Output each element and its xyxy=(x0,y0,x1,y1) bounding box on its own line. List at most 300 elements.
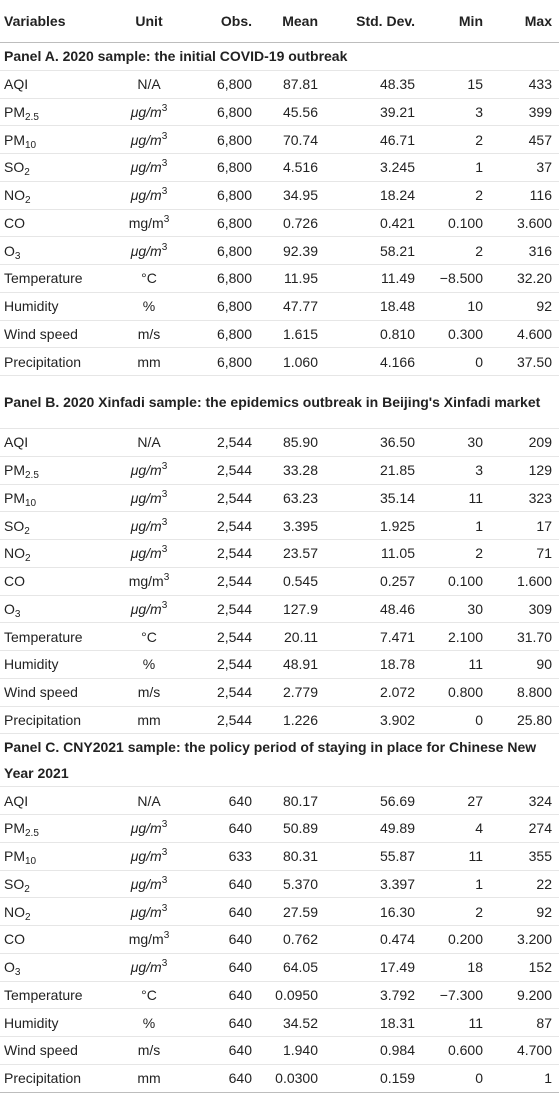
variable-name: Precipitation xyxy=(4,711,82,728)
variable-name: AQI xyxy=(4,434,29,451)
variable-cell xyxy=(0,209,104,237)
unit-text: μg/m xyxy=(130,959,162,976)
max-cell: 1 xyxy=(490,1064,559,1092)
mean-cell: 1.226 xyxy=(256,706,325,734)
table-row xyxy=(0,70,559,98)
std-dev-cell: 3.902 xyxy=(325,706,422,734)
min-cell: 0.800 xyxy=(422,678,490,706)
variable-cell xyxy=(0,1064,104,1092)
unit-text: mm xyxy=(137,1070,161,1087)
unit-text: % xyxy=(142,656,156,673)
unit-cell xyxy=(104,292,194,320)
std-dev-cell: 18.48 xyxy=(325,292,422,320)
unit-cell xyxy=(104,595,194,623)
variable-name: AQI xyxy=(4,792,29,809)
variable-cell xyxy=(0,926,104,954)
max-cell: 152 xyxy=(490,953,559,981)
variable-cell xyxy=(0,154,104,182)
unit-text: μg/m xyxy=(130,875,162,892)
min-cell: 11 xyxy=(422,651,490,679)
variable-cell xyxy=(0,953,104,981)
std-dev-cell: 46.71 xyxy=(325,126,422,154)
variable-subscript: 2 xyxy=(25,553,31,565)
std-dev-cell: 49.89 xyxy=(325,815,422,843)
mean-cell: 80.31 xyxy=(256,842,325,870)
table-row xyxy=(0,953,559,981)
std-dev-cell: 3.792 xyxy=(325,981,422,1009)
table-row xyxy=(0,320,559,348)
unit-cell xyxy=(104,265,194,293)
obs-cell: 6,800 xyxy=(194,348,256,376)
table-row xyxy=(0,456,559,484)
min-cell: 1 xyxy=(422,512,490,540)
variable-cell xyxy=(0,456,104,484)
variable-cell xyxy=(0,126,104,154)
unit-text: mm xyxy=(137,711,161,728)
min-cell: 0.100 xyxy=(422,209,490,237)
header-mean: Mean xyxy=(256,0,325,43)
std-dev-cell: 0.810 xyxy=(325,320,422,348)
mean-cell: 1.940 xyxy=(256,1037,325,1065)
min-cell: 30 xyxy=(422,595,490,623)
table-row xyxy=(0,348,559,376)
unit-cell xyxy=(104,209,194,237)
obs-cell: 640 xyxy=(194,870,256,898)
min-cell: 2 xyxy=(422,181,490,209)
mean-cell: 92.39 xyxy=(256,237,325,265)
unit-text: μg/m xyxy=(130,489,162,506)
table-row xyxy=(0,870,559,898)
variable-cell xyxy=(0,1009,104,1037)
variable-cell xyxy=(0,898,104,926)
obs-cell: 640 xyxy=(194,981,256,1009)
unit-cell xyxy=(104,953,194,981)
obs-cell: 6,800 xyxy=(194,209,256,237)
table-row xyxy=(0,540,559,568)
mean-cell: 50.89 xyxy=(256,815,325,843)
min-cell: 27 xyxy=(422,787,490,815)
max-cell: 4.600 xyxy=(490,320,559,348)
max-cell: 92 xyxy=(490,292,559,320)
unit-cell xyxy=(104,651,194,679)
variable-subscript: 3 xyxy=(14,608,21,620)
max-cell: 324 xyxy=(490,787,559,815)
std-dev-cell: 7.471 xyxy=(325,623,422,651)
unit-cell xyxy=(104,787,194,815)
min-cell: −8.500 xyxy=(422,265,490,293)
std-dev-cell: 2.072 xyxy=(325,678,422,706)
std-dev-cell: 0.984 xyxy=(325,1037,422,1065)
unit-cell xyxy=(104,1037,194,1065)
unit-text: °C xyxy=(141,270,157,287)
unit-superscript: 3 xyxy=(161,819,168,831)
mean-cell: 64.05 xyxy=(256,953,325,981)
max-cell: 8.800 xyxy=(490,678,559,706)
unit-cell xyxy=(104,567,194,595)
unit-cell xyxy=(104,320,194,348)
max-cell: 37 xyxy=(490,154,559,182)
max-cell: 87 xyxy=(490,1009,559,1037)
variable-subscript: 2.5 xyxy=(25,111,39,123)
obs-cell: 640 xyxy=(194,1037,256,1065)
variable-subscript: 2 xyxy=(25,195,31,207)
mean-cell: 0.545 xyxy=(256,567,325,595)
unit-text: μg/m xyxy=(130,187,162,204)
variable-cell xyxy=(0,237,104,265)
std-dev-cell: 3.397 xyxy=(325,870,422,898)
variable-subscript: 10 xyxy=(25,497,37,509)
obs-cell: 2,544 xyxy=(194,623,256,651)
unit-text: μg/m xyxy=(130,517,162,534)
unit-text: N/A xyxy=(137,76,161,93)
unit-text: N/A xyxy=(137,792,161,809)
mean-cell: 85.90 xyxy=(256,429,325,457)
variable-subscript: 3 xyxy=(14,250,21,262)
unit-cell xyxy=(104,870,194,898)
max-cell: 323 xyxy=(490,484,559,512)
table-row xyxy=(0,126,559,154)
mean-cell: 87.81 xyxy=(256,70,325,98)
variable-name: CO xyxy=(4,573,25,590)
unit-text: μg/m xyxy=(130,600,162,617)
unit-superscript: 3 xyxy=(161,186,168,198)
variable-cell xyxy=(0,429,104,457)
mean-cell: 127.9 xyxy=(256,595,325,623)
min-cell: 2.100 xyxy=(422,623,490,651)
std-dev-cell: 0.474 xyxy=(325,926,422,954)
std-dev-cell: 36.50 xyxy=(325,429,422,457)
header-variables: Variables xyxy=(0,0,104,43)
max-cell: 3.200 xyxy=(490,926,559,954)
min-cell: 11 xyxy=(422,842,490,870)
table-row xyxy=(0,678,559,706)
mean-cell: 0.762 xyxy=(256,926,325,954)
min-cell: 18 xyxy=(422,953,490,981)
unit-superscript: 3 xyxy=(161,241,168,253)
variable-name: CO xyxy=(4,931,25,948)
obs-cell: 640 xyxy=(194,815,256,843)
max-cell: 129 xyxy=(490,456,559,484)
unit-superscript: 3 xyxy=(161,130,168,142)
mean-cell: 33.28 xyxy=(256,456,325,484)
variable-name: PM xyxy=(4,848,25,865)
unit-text: m/s xyxy=(137,325,161,342)
unit-text: μg/m xyxy=(130,131,162,148)
unit-cell xyxy=(104,678,194,706)
variable-cell xyxy=(0,842,104,870)
unit-superscript: 3 xyxy=(163,572,170,584)
obs-cell: 2,544 xyxy=(194,567,256,595)
std-dev-cell: 4.166 xyxy=(325,348,422,376)
unit-superscript: 3 xyxy=(161,102,168,114)
mean-cell: 5.370 xyxy=(256,870,325,898)
std-dev-cell: 58.21 xyxy=(325,237,422,265)
obs-cell: 2,544 xyxy=(194,651,256,679)
unit-text: mg/m xyxy=(128,214,164,231)
max-cell: 9.200 xyxy=(490,981,559,1009)
variable-subscript: 2.5 xyxy=(25,470,39,482)
unit-cell xyxy=(104,1064,194,1092)
mean-cell: 48.91 xyxy=(256,651,325,679)
variable-cell xyxy=(0,981,104,1009)
obs-cell: 2,544 xyxy=(194,678,256,706)
table-row xyxy=(0,237,559,265)
unit-cell xyxy=(104,484,194,512)
min-cell: 0.600 xyxy=(422,1037,490,1065)
unit-superscript: 3 xyxy=(161,847,168,859)
obs-cell: 6,800 xyxy=(194,265,256,293)
obs-cell: 633 xyxy=(194,842,256,870)
max-cell: 31.70 xyxy=(490,623,559,651)
mean-cell: 3.395 xyxy=(256,512,325,540)
obs-cell: 6,800 xyxy=(194,70,256,98)
variable-cell xyxy=(0,706,104,734)
variable-name: Humidity xyxy=(4,656,59,673)
unit-text: % xyxy=(142,298,156,315)
unit-text: mg/m xyxy=(128,931,164,948)
max-cell: 3.600 xyxy=(490,209,559,237)
variable-name: Precipitation xyxy=(4,1070,82,1087)
unit-text: μg/m xyxy=(130,545,162,562)
max-cell: 209 xyxy=(490,429,559,457)
variable-name: PM xyxy=(4,103,25,120)
min-cell: 2 xyxy=(422,898,490,926)
table-row xyxy=(0,1009,559,1037)
table-row xyxy=(0,981,559,1009)
variable-cell xyxy=(0,348,104,376)
variable-name: Wind speed xyxy=(4,684,78,701)
obs-cell: 2,544 xyxy=(194,484,256,512)
mean-cell: 0.0300 xyxy=(256,1064,325,1092)
max-cell: 17 xyxy=(490,512,559,540)
mean-cell: 0.726 xyxy=(256,209,325,237)
unit-superscript: 3 xyxy=(163,213,170,225)
unit-cell xyxy=(104,126,194,154)
table-row xyxy=(0,1064,559,1092)
std-dev-cell: 17.49 xyxy=(325,953,422,981)
table-row xyxy=(0,787,559,815)
variable-cell xyxy=(0,292,104,320)
variable-cell xyxy=(0,181,104,209)
mean-cell: 4.516 xyxy=(256,154,325,182)
table-row xyxy=(0,842,559,870)
unit-text: m/s xyxy=(137,1042,161,1059)
max-cell: 37.50 xyxy=(490,348,559,376)
std-dev-cell: 48.35 xyxy=(325,70,422,98)
unit-cell xyxy=(104,706,194,734)
max-cell: 25.80 xyxy=(490,706,559,734)
unit-superscript: 3 xyxy=(161,902,168,914)
variable-name: NO xyxy=(4,187,25,204)
obs-cell: 640 xyxy=(194,1009,256,1037)
variable-cell xyxy=(0,870,104,898)
unit-text: mg/m xyxy=(128,573,164,590)
mean-cell: 70.74 xyxy=(256,126,325,154)
unit-text: μg/m xyxy=(130,820,162,837)
unit-text: μg/m xyxy=(130,903,162,920)
header-obs: Obs. xyxy=(194,0,256,43)
std-dev-cell: 56.69 xyxy=(325,787,422,815)
obs-cell: 2,544 xyxy=(194,512,256,540)
min-cell: 4 xyxy=(422,815,490,843)
max-cell: 116 xyxy=(490,181,559,209)
variable-name: SO xyxy=(4,875,25,892)
variable-name: SO xyxy=(4,517,25,534)
unit-text: μg/m xyxy=(130,103,162,120)
variable-name: O xyxy=(4,959,15,976)
header-max: Max xyxy=(490,0,559,43)
unit-cell xyxy=(104,926,194,954)
min-cell: 0 xyxy=(422,1064,490,1092)
header-std-dev: Std. Dev. xyxy=(325,0,422,43)
table-row xyxy=(0,512,559,540)
table-row xyxy=(0,265,559,293)
variable-name: PM xyxy=(4,131,25,148)
variable-subscript: 10 xyxy=(25,139,37,151)
std-dev-cell: 18.24 xyxy=(325,181,422,209)
mean-cell: 20.11 xyxy=(256,623,325,651)
unit-cell xyxy=(104,842,194,870)
mean-cell: 34.52 xyxy=(256,1009,325,1037)
obs-cell: 6,800 xyxy=(194,181,256,209)
panel-title-row xyxy=(0,376,559,429)
std-dev-cell: 3.245 xyxy=(325,154,422,182)
header-unit: Unit xyxy=(104,0,194,43)
variable-cell xyxy=(0,595,104,623)
unit-cell xyxy=(104,456,194,484)
min-cell: 3 xyxy=(422,98,490,126)
obs-cell: 640 xyxy=(194,898,256,926)
panel-title-row xyxy=(0,43,559,71)
variable-name: O xyxy=(4,242,15,259)
variable-cell xyxy=(0,815,104,843)
unit-text: mm xyxy=(137,353,161,370)
min-cell: 1 xyxy=(422,870,490,898)
table-row xyxy=(0,429,559,457)
min-cell: 30 xyxy=(422,429,490,457)
variable-name: PM xyxy=(4,462,25,479)
variable-name: Humidity xyxy=(4,298,59,315)
table-header xyxy=(0,0,559,43)
variable-subscript: 10 xyxy=(25,856,37,868)
min-cell: 2 xyxy=(422,126,490,154)
obs-cell: 640 xyxy=(194,1064,256,1092)
variable-subscript: 2 xyxy=(24,167,30,179)
table-row xyxy=(0,484,559,512)
max-cell: 4.700 xyxy=(490,1037,559,1065)
max-cell: 274 xyxy=(490,815,559,843)
obs-cell: 6,800 xyxy=(194,292,256,320)
unit-cell xyxy=(104,540,194,568)
unit-text: m/s xyxy=(137,684,161,701)
max-cell: 22 xyxy=(490,870,559,898)
variable-name: Precipitation xyxy=(4,353,82,370)
min-cell: 0 xyxy=(422,706,490,734)
min-cell: 11 xyxy=(422,1009,490,1037)
mean-cell: 1.060 xyxy=(256,348,325,376)
min-cell: 10 xyxy=(422,292,490,320)
variable-name: Wind speed xyxy=(4,1042,78,1059)
unit-superscript: 3 xyxy=(161,599,168,611)
max-cell: 32.20 xyxy=(490,265,559,293)
mean-cell: 27.59 xyxy=(256,898,325,926)
unit-text: μg/m xyxy=(130,848,162,865)
variable-cell xyxy=(0,651,104,679)
min-cell: 0.200 xyxy=(422,926,490,954)
std-dev-cell: 39.21 xyxy=(325,98,422,126)
table-row xyxy=(0,898,559,926)
mean-cell: 63.23 xyxy=(256,484,325,512)
variable-subscript: 2.5 xyxy=(25,828,39,840)
unit-superscript: 3 xyxy=(161,461,168,473)
obs-cell: 2,544 xyxy=(194,706,256,734)
panel-title: Panel A. 2020 sample: the initial COVID-19 outbreak xyxy=(0,43,559,71)
std-dev-cell: 18.31 xyxy=(325,1009,422,1037)
variable-subscript: 2 xyxy=(24,883,30,895)
variable-name: Wind speed xyxy=(4,325,78,342)
variable-name: SO xyxy=(4,159,25,176)
std-dev-cell: 11.49 xyxy=(325,265,422,293)
min-cell: 3 xyxy=(422,456,490,484)
obs-cell: 2,544 xyxy=(194,540,256,568)
max-cell: 433 xyxy=(490,70,559,98)
mean-cell: 34.95 xyxy=(256,181,325,209)
std-dev-cell: 0.421 xyxy=(325,209,422,237)
mean-cell: 2.779 xyxy=(256,678,325,706)
mean-cell: 23.57 xyxy=(256,540,325,568)
table-row xyxy=(0,181,559,209)
mean-cell: 80.17 xyxy=(256,787,325,815)
min-cell: 0.100 xyxy=(422,567,490,595)
max-cell: 71 xyxy=(490,540,559,568)
unit-superscript: 3 xyxy=(163,930,170,942)
table-row xyxy=(0,1037,559,1065)
variable-name: Temperature xyxy=(4,986,83,1003)
table-row xyxy=(0,651,559,679)
max-cell: 90 xyxy=(490,651,559,679)
min-cell: 11 xyxy=(422,484,490,512)
std-dev-cell: 18.78 xyxy=(325,651,422,679)
unit-text: μg/m xyxy=(130,159,162,176)
unit-text: % xyxy=(142,1014,156,1031)
panel-title-row xyxy=(0,734,559,787)
table-row xyxy=(0,815,559,843)
obs-cell: 6,800 xyxy=(194,126,256,154)
variable-cell xyxy=(0,678,104,706)
unit-superscript: 3 xyxy=(161,544,168,556)
table-row xyxy=(0,292,559,320)
variable-cell xyxy=(0,1037,104,1065)
std-dev-cell: 11.05 xyxy=(325,540,422,568)
obs-cell: 2,544 xyxy=(194,429,256,457)
variable-cell xyxy=(0,623,104,651)
max-cell: 355 xyxy=(490,842,559,870)
std-dev-cell: 35.14 xyxy=(325,484,422,512)
table-row xyxy=(0,154,559,182)
max-cell: 316 xyxy=(490,237,559,265)
unit-text: °C xyxy=(141,986,157,1003)
obs-cell: 6,800 xyxy=(194,154,256,182)
variable-cell xyxy=(0,567,104,595)
variable-cell xyxy=(0,787,104,815)
std-dev-cell: 0.159 xyxy=(325,1064,422,1092)
unit-superscript: 3 xyxy=(161,516,168,528)
table-row xyxy=(0,567,559,595)
table-row xyxy=(0,209,559,237)
table-row xyxy=(0,926,559,954)
header-min: Min xyxy=(422,0,490,43)
unit-cell xyxy=(104,154,194,182)
